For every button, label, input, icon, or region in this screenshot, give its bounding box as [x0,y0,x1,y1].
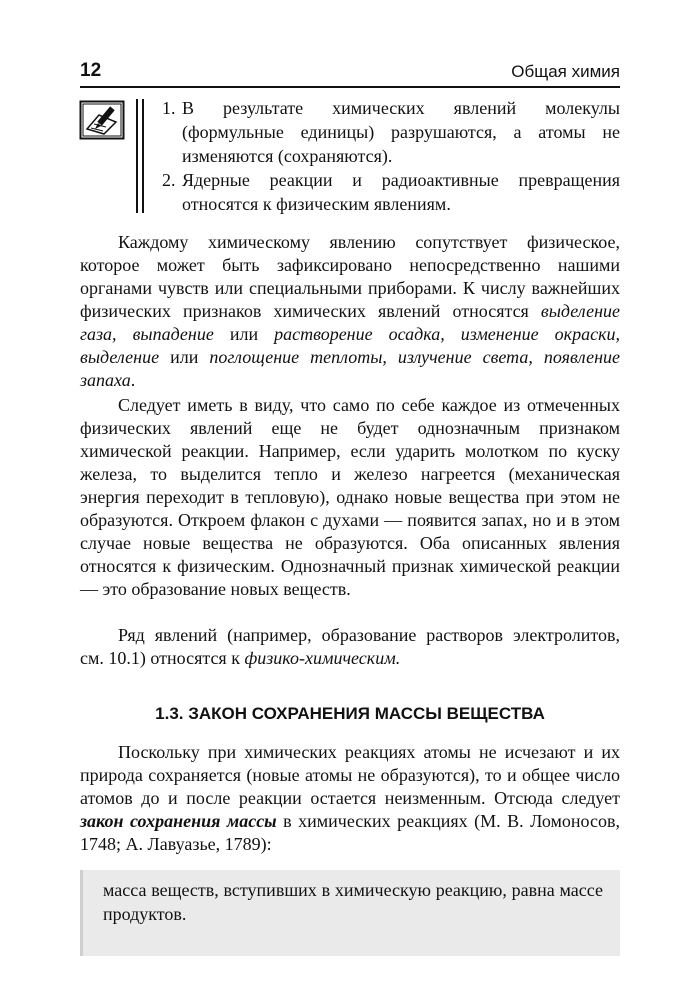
text: в химических реакциях (М. В. Ломоносов, 1748; А. Лавуазье, 1789): [80,811,620,854]
italic-term: поглощение теплоты, излучение света, появление запаха [80,347,621,390]
pencil-note-icon [79,100,125,140]
note-side-bars [136,99,146,213]
note-item-number: 2. [162,170,176,190]
text: Каждому химическому явлению сопутствует физическое, которое может быть зафиксировано непосредственно нашими органами чувств или специальными приборами. К числу важнейших физических признаков химических явлений относятся [80,232,620,321]
law-name: закон сохранения массы [80,811,277,831]
note-item [162,168,620,216]
text: . [130,370,136,390]
text: Следует иметь в виду, что само по себе каждое из отмеченных физических явлений еще не будет однозначным признаком химической реакции. Например, если ударить молотком по куску железа, то выделится тепло и железо нагреется (механическая энергия переходит в тепловую), однако новые вещества при этом не образуются. Откроем флакон с духами — появится запах, но и в этом случае новые вещества не образуются. Оба описанных явления относятся к физическим. Однозначный признак химической реакции — это образование новых веществ. [80,395,620,599]
note-item-text: В результате химических явлений молекулы (формульные единицы) разрушаются, а атомы не изменяются (сохраняются). [182,98,620,166]
note-item-text: Ядерные реакции и радиоактивные превращения относятся к физическим явлениям. [182,170,620,214]
italic-term: выделение газа, выпадение [80,301,620,344]
law-statement: масса веществ, вступивших в химическую реакцию, равна массе продуктов. [103,880,603,924]
page-number: 12 [80,60,102,81]
note-item [162,96,620,168]
paragraph-physico-chemical [80,624,620,670]
paragraph-mass-conservation [80,741,620,856]
paragraph-physical-signs [80,231,620,392]
section-heading: 1.3. ЗАКОН СОХРАНЕНИЯ МАССЫ ВЕЩЕСТВА [155,704,545,723]
paragraph-physical-not-unique [80,394,620,601]
text: Ряд явлений (например, образование растворов электролитов, см. 10.1) относятся к [80,625,620,668]
running-title: Общая химия [511,62,620,81]
note-item-number: 1. [162,98,176,118]
note-list [162,96,620,216]
text: Поскольку при химических реакциях атомы не исчезают и их природа сохраняется (новые атомы не образуются), то и общее число атомов до и после реакции остается неизменным. Отсюда следует [80,742,620,808]
italic-term: растворение осадка, изменение окраски, выделение [80,324,620,367]
italic-term: физико-химическим. [244,648,401,668]
law-statement-box [80,870,620,956]
text: или [213,324,275,344]
text: или [159,347,210,367]
page-header [80,56,620,88]
